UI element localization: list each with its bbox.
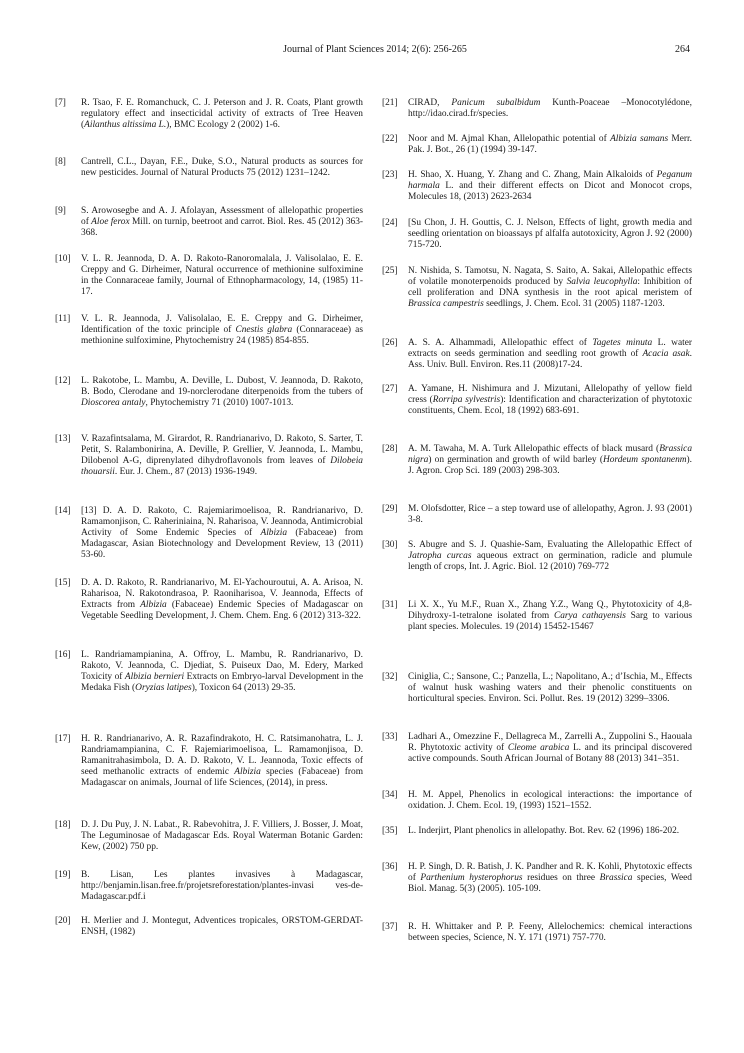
reference-item	[382, 170, 692, 203]
reference-number: [23]	[382, 170, 398, 180]
reference-text: R. H. Whittaker and P. P. Feeny, Allelochemics: chemical interactions between species, Science, N. Y. 171 (1971) 757-770.	[408, 922, 692, 943]
reference-item	[55, 98, 363, 131]
reference-item	[382, 732, 692, 765]
reference-text: L. Randriamampianina, A. Offroy, L. Mambu, R. Randrianarivo, D. Rakoto, V. Jeannoda, C. Djediat, S. Puiseux Dao, M. Edery, Marked Toxicity of Albizia bernieri Extracts on Embryo-larval Development in the Medaka Fish (Oryzias latipes), Toxicon 64 (2013) 29-35.	[81, 650, 363, 693]
page-number: 264	[675, 44, 690, 55]
reference-text: A. Yamane, H. Nishimura and J. Mizutani, Allelopathy of yellow field cress (Rorripa sylvestris): Identification and characterization of phytotoxic constituents, Chem. Ecol, 18 (1992) 683-691.	[408, 384, 692, 416]
reference-item	[382, 134, 692, 156]
reference-number: [7]	[55, 98, 66, 108]
reference-number: [17]	[55, 734, 71, 744]
reference-item	[382, 98, 692, 120]
reference-item	[382, 266, 692, 310]
reference-text: [Su Chon, J. H. Gouttis, C. J. Nelson, Effects of light, growth media and seedling orientation on bioassays pf alfalfa autotoxicity, Agron J. 92 (2000) 715-720.	[408, 218, 692, 250]
reference-number: [34]	[382, 790, 398, 800]
reference-item	[382, 922, 692, 944]
reference-number: [9]	[55, 206, 66, 216]
reference-number: [22]	[382, 134, 398, 144]
reference-number: [21]	[382, 98, 398, 108]
reference-text: CIRAD, Panicum subalbidum Kunth-Poaceae –Monocotylédone, http://idao.cirad.fr/species.	[408, 98, 692, 119]
reference-text: B. Lisan, Les plantes invasives à Madagascar, http://benjamin.lisan.free.fr/projetsreforestation/plantes-invasi ves-de-Madagascar.pdf.i	[81, 870, 363, 902]
reference-text: Ladhari A., Omezzine F., Dellagreca M., Zarrelli A., Zuppolini S., Haouala R. Phytotoxic activity of Cleome arabica L. and its principal discovered active compounds. South African Journal of Botany 88 (2013) 341–351.	[408, 732, 692, 764]
reference-text: D. J. Du Puy, J. N. Labat., R. Rabevohitra, J. F. Villiers, J. Bosser, J. Moat, The Leguminosae of Madagascar Eds. Royal Waterman Botanic Garden: Kew, (2002) 750 pp.	[81, 820, 363, 852]
reference-number: [26]	[382, 338, 398, 348]
reference-item	[55, 254, 363, 298]
reference-item	[382, 672, 692, 705]
reference-text: [13] D. A. D. Rakoto, C. Rajemiarimoelisoa, R. Randrianarivo, D. Ramamonjison, C. Raheriniaina, N. Raharisoa, V. Jeannoda, Antimicrobial Activity of Some Endemic Species of Albizia (Fabaceae) from Madagascar, Asian Biotechnology and Development Review, 13 (2011) 53-60.	[81, 506, 363, 560]
reference-text: L. Inderjirt, Plant phenolics in allelopathy. Bot. Rev. 62 (1996) 186-202.	[408, 826, 680, 836]
reference-item	[382, 338, 692, 371]
reference-number: [18]	[55, 820, 71, 830]
reference-text: H. Merlier and J. Montegut, Adventices tropicales, ORSTOM-GERDAT-ENSH, (1982)	[81, 916, 363, 937]
reference-item	[55, 870, 363, 903]
reference-item	[382, 790, 692, 812]
reference-text: S. Abugre and S. J. Quashie-Sam, Evaluating the Allelopathic Effect of Jatropha curcas aqueous extract on germination, radicle and plumule length of crops, Int. J. Agric. Biol. 12 (2010) 769-772	[408, 540, 692, 572]
reference-text: Li X. X., Yu M.F., Ruan X., Zhang Y.Z., Wang Q., Phytotoxicity of 4,8-Dihydroxy-1-tetralone isolated from Carya cathayensis Sarg to various plant species. Molecules. 19 (2014) 15452-15467	[408, 600, 692, 632]
journal-citation: Journal of Plant Sciences 2014; 2(6): 256-265	[283, 44, 467, 55]
reference-text: D. A. D. Rakoto, R. Randrianarivo, M. El-Yachouroutui, A. A. Arisoa, N. Raharisoa, N. Rakotondrasoa, P. Raoniharisoa, V. Jeannoda, Effects of Extracts from Albizia (Fabaceae) Endemic Species of Madagascar on Vegetable Seedling Development, J. Chem. Chem. Eng. 6 (2012) 313-322.	[81, 578, 363, 621]
reference-text: H. P. Singh, D. R. Batish, J. K. Pandher and R. K. Kohli, Phytotoxic effects of Parthenium hysterophorus residues on three Brassica species, Weed Biol. Manag. 5(3) (2005). 105-109.	[408, 862, 692, 894]
reference-number: [13]	[55, 434, 71, 444]
reference-text: H. M. Appel, Phenolics in ecological interactions: the importance of oxidation. J. Chem. Ecol. 19, (1993) 1521–1552.	[408, 790, 692, 811]
reference-item	[382, 218, 692, 251]
reference-text: R. Tsao, F. E. Romanchuck, C. J. Peterson and J. R. Coats, Plant growth regulatory effect and insecticidal activity of extracts of Tree Heaven (Ailanthus altissima L.), BMC Ecology 2 (2002) 1-6.	[81, 98, 363, 130]
reference-text: H. Shao, X. Huang, Y. Zhang and C. Zhang, Main Alkaloids of Peganum harmala L. and their different effects on Dicot and Monocot crops, Molecules 18, (2013) 2623-2634	[408, 170, 692, 202]
reference-item	[382, 826, 692, 837]
reference-item	[55, 314, 363, 347]
reference-number: [36]	[382, 862, 398, 872]
reference-text: Noor and M. Ajmal Khan, Allelopathic potential of Albizia samans Merr. Pak. J. Bot., 26 (1) (1994) 39-147.	[408, 134, 692, 155]
reference-number: [8]	[55, 157, 66, 167]
reference-number: [11]	[55, 314, 71, 324]
reference-text: Cantrell, C.L., Dayan, F.E., Duke, S.O., Natural products as sources for new pesticides. Journal of Natural Products 75 (2012) 1231–1242.	[81, 157, 363, 178]
reference-number: [20]	[55, 916, 71, 926]
reference-item	[55, 916, 363, 938]
reference-number: [24]	[382, 218, 398, 228]
reference-number: [12]	[55, 376, 71, 386]
reference-number: [14]	[55, 506, 71, 516]
reference-text: A. S. A. Alhammadi, Allelopathic effect of Tagetes minuta L. water extracts on seeds germination and seedling root growth of Acacia asak. Ass. Univ. Bull. Environ. Res.11 (2008)17-24.	[408, 338, 692, 370]
reference-number: [28]	[382, 444, 398, 454]
reference-number: [29]	[382, 504, 398, 514]
reference-text: A. M. Tawaha, M. A. Turk Allelopathic effects of black musard (Brassica nigra) on germination and growth of wild barley (Hordeum spontanenm). J. Agron. Crop Sci. 189 (2003) 298-303.	[408, 444, 693, 476]
reference-text: M. Olofsdotter, Rice – a step toward use of allelopathy, Agron. J. 93 (2001) 3-8.	[408, 504, 692, 525]
reference-number: [31]	[382, 600, 398, 610]
reference-item	[55, 206, 363, 239]
reference-number: [10]	[55, 254, 71, 264]
reference-item	[382, 504, 692, 526]
reference-number: [16]	[55, 650, 71, 660]
reference-text: H. R. Randrianarivo, A. R. Razafindrakoto, H. C. Ratsimanohatra, L. J. Randriamampianina, C. F. Rajemiarimoelisoa, L. Ramamonjisoa, D. Ramanitrahasimbola, D. A. D. Rakoto, V. L. Jeannoda, Toxic effects of seed methanolic extracts of endemic Albizia species (Fabaceae) from Madagascar on animals, Journal of life Sciences, (2014), in press.	[81, 734, 363, 788]
reference-text: S. Arowosegbe and A. J. Afolayan, Assessment of allelopathic properties of Aloe ferox Mill. on turnip, beetroot and carrot. Biol. Res. 45 (2012) 363-368.	[81, 206, 363, 238]
reference-item	[55, 157, 363, 179]
reference-number: [25]	[382, 266, 398, 276]
reference-item	[382, 384, 692, 417]
reference-text: L. Rakotobe, L. Mambu, A. Deville, L. Dubost, V. Jeannoda, D. Rakoto, B. Bodo, Clerodane and 19-norclerodane diterpenoids from the tubers of Dioscorea antaly, Phytochemistry 71 (2010) 1007-1013.	[81, 376, 363, 408]
reference-item	[55, 376, 363, 409]
reference-number: [32]	[382, 672, 398, 682]
reference-number: [15]	[55, 578, 71, 588]
reference-number: [35]	[382, 826, 398, 836]
reference-number: [33]	[382, 732, 398, 742]
reference-item	[55, 434, 363, 478]
reference-text: V. Razafintsalama, M. Girardot, R. Randrianarivo, D. Rakoto, S. Sarter, T. Petit, S. Ralambonirina, A. Deville, P. Grellier, V. Jeannoda, L. Mambu, Dilobenol A-G, diprenylated dihydroflavonols from leaves of Dilobeia thouarsii. Eur. J. Chem., 87 (2013) 1936-1949.	[81, 434, 363, 477]
reference-item	[55, 734, 363, 789]
reference-item	[55, 820, 363, 853]
reference-text: N. Nishida, S. Tamotsu, N. Nagata, S. Saito, A. Sakai, Allelopathic effects of volatile monoterpenoids produced by Salvia leucophylla: Inhibition of cell proliferation and DNA synthesis in the root apical meristem of Brassica campestris seedlings, J. Chem. Ecol. 31 (2005) 1187-1203.	[408, 266, 692, 309]
reference-text: V. L. R. Jeannoda, J. Valisolalao, E. E. Creppy and G. Dirheimer, Identification of the toxic principle of Cnestis glabra (Connaraceae) as methionine sulfoximine, Phytochemistry 24 (1985) 854-855.	[81, 314, 363, 346]
reference-text: Ciniglia, C.; Sansone, C.; Panzella, L.; Napolitano, A.; d’Ischia, M., Effects of walnut husk washing waters and their phenolic constituents on horticultural species. Environ. Sci. Pollut. Res. 19 (2012) 3299–3306.	[408, 672, 692, 704]
reference-number: [30]	[382, 540, 398, 550]
reference-item	[55, 650, 363, 694]
reference-text: V. L. R. Jeannoda, D. A. D. Rakoto-Ranoromalala, J. Valisolalao, E. E. Creppy and G. Dirheimer, Natural occurrence of methionine sulfoximine in the Connaraceae family, Journal of Ethnopharmacology, 14, (1985) 11-17.	[81, 254, 363, 297]
reference-number: [37]	[382, 922, 398, 932]
reference-number: [27]	[382, 384, 398, 394]
running-header	[60, 44, 690, 58]
reference-item	[55, 578, 363, 622]
reference-item	[382, 444, 692, 477]
reference-number: [19]	[55, 870, 71, 880]
reference-item	[382, 540, 692, 573]
reference-item	[55, 506, 363, 561]
reference-item	[382, 862, 692, 895]
reference-item	[382, 600, 692, 633]
